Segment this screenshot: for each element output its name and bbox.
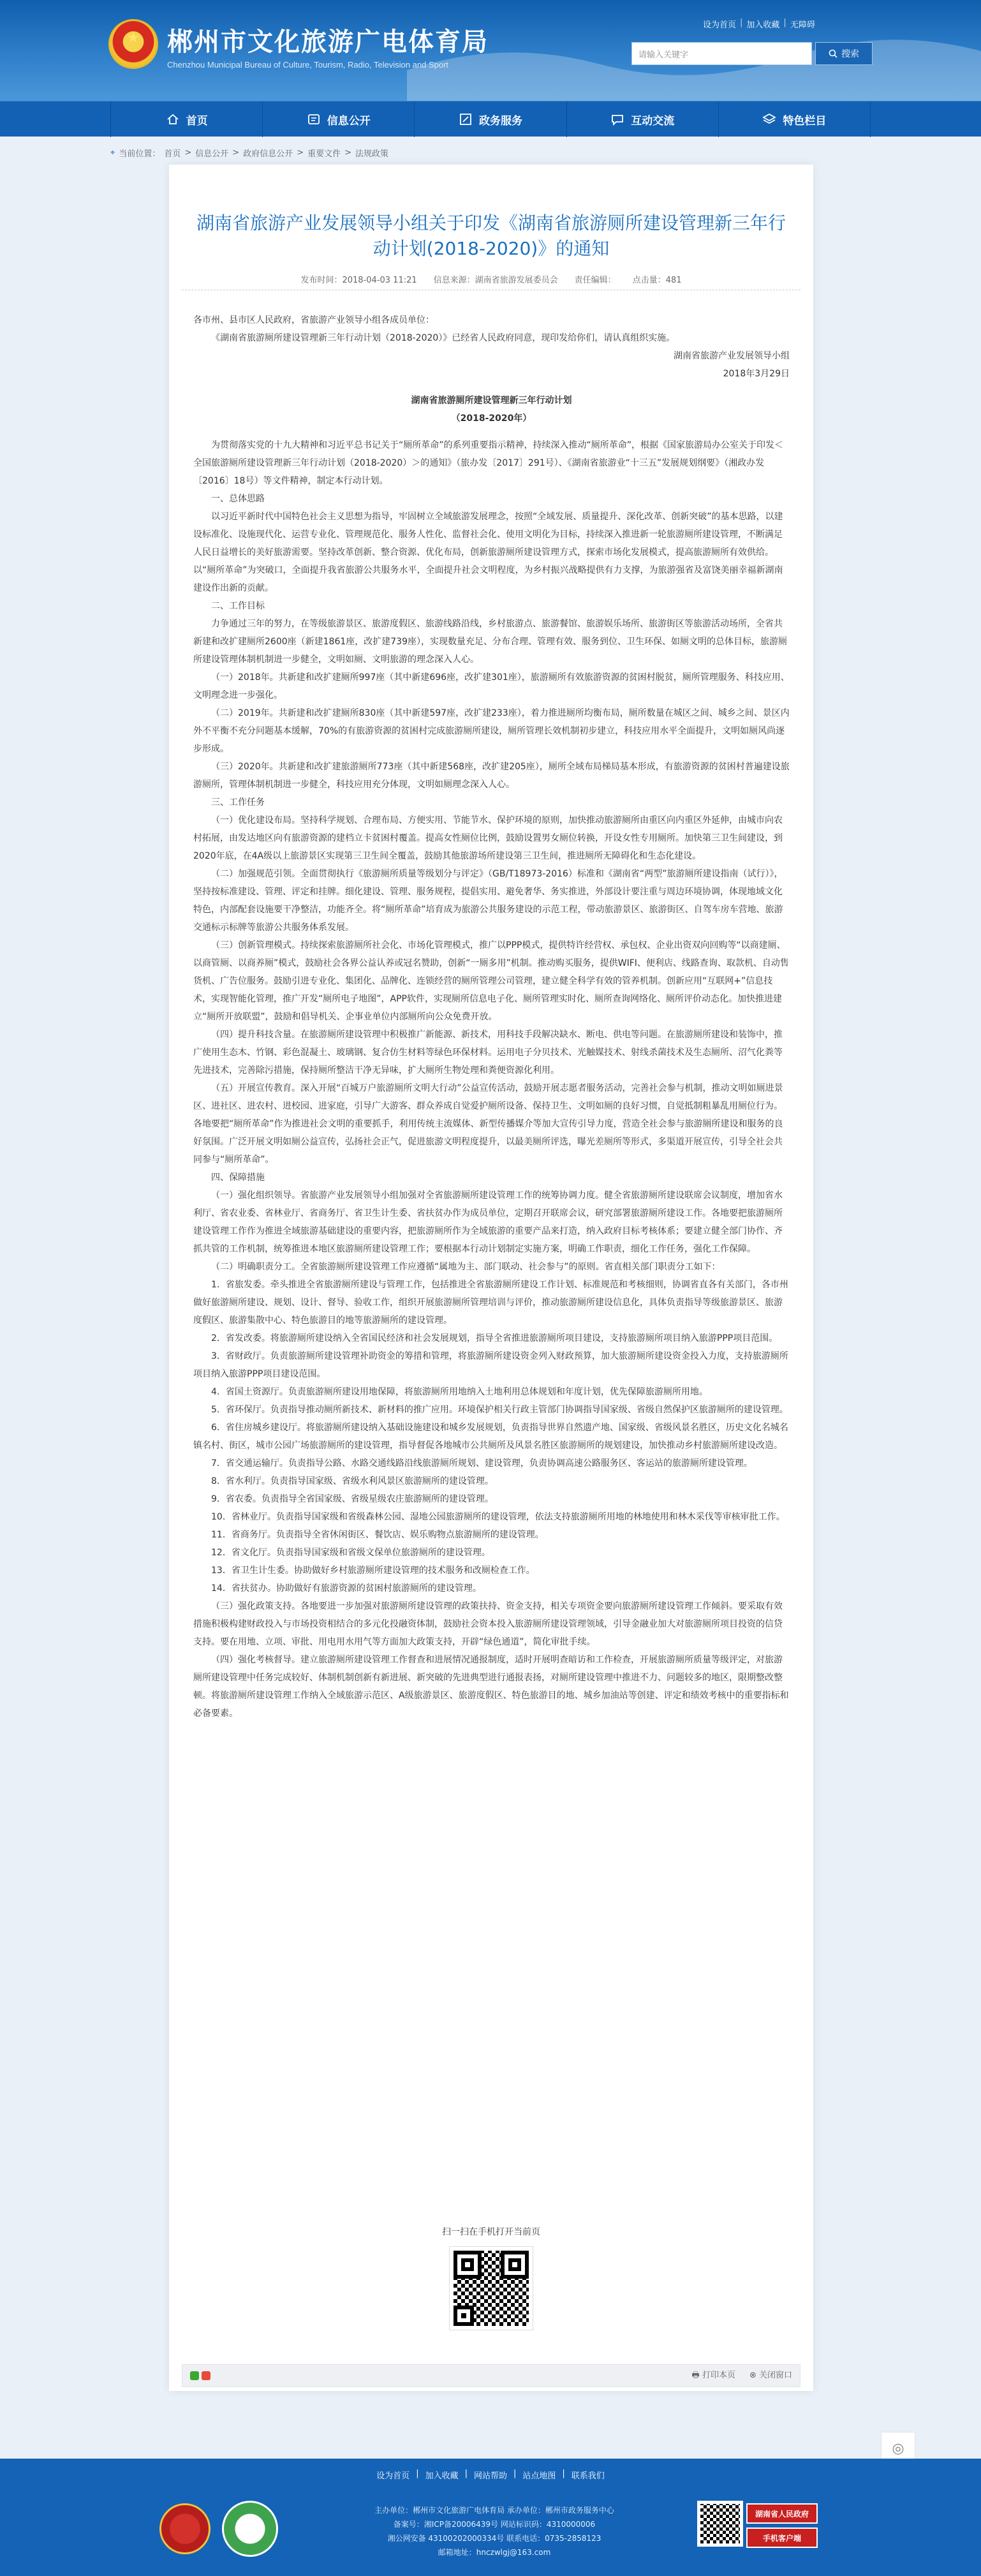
breadcrumb-item[interactable]: 首页 (164, 149, 181, 159)
nav-item-features[interactable] (719, 101, 871, 137)
article-paragraph: 3．省财政厅。负责旅游厕所建设管理补助资金的筹措和管理，将旅游厕所建设资金列入财政预算，加大旅游厕所建设资金投入力度，支持旅游厕所项目纳入旅游PPP项目建设范围。 (193, 1351, 788, 1379)
article-paragraph: （二）明确职责分工。全省旅游厕所建设管理工作应遵循“属地为主、部门联动、社会参与”的原则。省直相关部门职责分工如下： (211, 1262, 721, 1272)
layers-icon (762, 112, 776, 126)
footer-link[interactable]: 网站帮助 (473, 2471, 507, 2481)
site-title: 郴州市文化旅游广电体育局 (167, 27, 489, 57)
article-paragraph: 湖南省旅游厕所建设管理新三年行动计划 (411, 396, 572, 406)
view-count: 点击量：481 (632, 276, 682, 285)
publish-time: 发布时间：2018-04-03 11:21 (300, 276, 417, 285)
article-paragraph: 10．省林业厅。负责指导国家级和省级森林公园、湿地公园旅游厕所的建设管理，依法支持旅游厕所用地的林地使用和林木采伐等审核审批工作。 (211, 1512, 785, 1522)
article-paragraph: 一、总体思路 (211, 494, 265, 504)
article-paragraph: 三、工作任务 (211, 797, 265, 808)
article-paragraph: 各市州、县市区人民政府，省旅游产业领导小组各成员单位： (193, 315, 434, 325)
close-window-button[interactable]: ⊗ 关闭窗口 (749, 2371, 792, 2380)
wechat-share-icon[interactable] (190, 2371, 199, 2380)
home-icon (166, 112, 180, 126)
edit-icon (459, 112, 473, 126)
article-paragraph: 湖南省旅游产业发展领导小组 (674, 351, 790, 361)
editor: 责任编辑： (574, 276, 616, 285)
site-subtitle: Chenzhou Municipal Bureau of Culture, Tourism, Radio, Television and Sport (167, 60, 449, 70)
info-source: 信息来源：湖南省旅游发展委员会 (433, 276, 558, 285)
article-paragraph: 4．省国土资源厅。负责旅游厕所建设用地保障，将旅游厕所用地纳入土地利用总体规划和年度计划，优先保障旅游厕所用地。 (211, 1387, 708, 1397)
article-paragraph: 以习近平新时代中国特色社会主义思想为指导，牢固树立全域旅游发展理念，按照“全域发展、质量提升、深化改革、创新突破”的基本思路，以建设标准化、设施现代化、运营专业化、管理规范化、服务人性化、监督社会化、使用文明化为目标，持续深入推进新一轮旅游厕所建设管理，不断满足人民日益增长的美好旅游需要。坚持改革创新、整合资源、优化布局，创新旅游厕所建设管理方式，探索市场化发展模式，提高旅游厕所有效供给。以“厕所革命”为突破口，全面提升我省旅游公共服务水平，全面提升社会文明程度，为乡村振兴战略提供有力支撑，为旅游强省及富饶美丽幸福新湖南建设作出新的贡献。 (193, 512, 783, 593)
share-bar (182, 2364, 800, 2387)
qr-label: 扫一扫在手机打开当前页 (442, 2227, 540, 2237)
article-paragraph: 二、工作目标 (211, 601, 265, 611)
article-paragraph: （一）强化组织领导。省旅游产业发展领导小组加强对全省旅游厕所建设管理工作的统筹协调力度。健全省旅游厕所建设联席会议制度，增加省水利厅、省农业委、省林业厅、省商务厅、省卫生计生委、省扶贫办作为成员单位，定期召开联席会议，研究部署旅游厕所建设工作。各地要把旅游厕所建设管理工作作为推进全域旅游基础建设的重要内容，把旅游厕所作为全域旅游的重要产品来打造，纳入政府目标考核体系；要建立健全部门协作、齐抓共管的工作机制，统筹推进本地区旅游厕所建设管理工作；要根据本行动计划制定实施方案，明确工作职责，细化工作任务，强化工作保障。 (193, 1190, 783, 1254)
spacer (193, 427, 790, 436)
search-button-label: 搜索 (841, 49, 859, 59)
nav-item-label: 政务服务 (479, 114, 522, 128)
spacer (193, 383, 790, 392)
nav-item-interaction[interactable] (567, 101, 719, 137)
article-paragraph: 为贯彻落实党的十九大精神和习近平总书记关于“厕所革命”的系列重要指示精神，持续深入推动“厕所革命”，根据《国家旅游局办公室关于印发＜全国旅游厕所建设管理新三年行动计划（2018-2020）＞的通知》（旅办发〔2017〕291号）、《湖南省旅游业“十三五”发展规划纲要》（湘政办发〔2016〕18号）等文件精神，制定本行动计划。 (193, 440, 784, 486)
article-card (169, 165, 813, 2391)
chat-icon (610, 112, 624, 126)
article-paragraph: 2018年3月29日 (723, 369, 790, 379)
search-input[interactable]: 请输入关键字 (631, 42, 812, 65)
top-links: 设为首页 | 加入收藏 | 无障碍 (703, 18, 815, 30)
breadcrumb-item[interactable]: 政府信息公开 (243, 149, 293, 159)
weibo-icon[interactable]: ◎ (881, 2432, 915, 2465)
footer-link[interactable]: 站点地图 (522, 2471, 556, 2481)
share-icons (190, 2371, 210, 2380)
search-icon (829, 49, 837, 58)
article-paragraph: （三）创新管理模式。持续探索旅游厕所社会化、市场化管理模式，推广以PPP模式，提供特许经营权、承包权、企业出资双向回购等“以商建厕、以商管厕、以商养厕”模式，鼓励社会各界公益认养或冠名赞助，创新“一厕多用”机制。推动购买服务，提供WIFI、便利店、线路查询、取款机、自动售货机、广告位服务。鼓励引进专业化、集团化、品牌化、连锁经营的厕所管理公司管理，建立健全科学有效的管养机制。创新应用“互联网+”信息技术，实现智能化管理，推广开发“厕所电子地图”，APP软件，实现厕所信息电子化、厕所管理实时化、厕所查询网络化、厕所评价动态化。加快推进建立“厕所开放联盟”，鼓励和倡导机关、企事业单位内部厕所向公众免费开放。 (193, 940, 789, 1022)
article-paragraph: （五）开展宣传教育。深入开展“百城万户旅游厕所文明大行动”公益宣传活动，鼓励开展志愿者服务活动，完善社会参与机制，推动文明如厕进景区、进社区、进农村、进校园、进家庭，引导广大游客、群众养成自觉爱护厕所设备、保持卫生、文明如厕的良好习惯，自觉抵制粗暴乱用厕位行为。各地要把“厕所革命”作为推进社会文明的重要抓手，利用传统主流媒体、新型传播媒介等加大宣传引导力度，营造全社会参与旅游厕所建设和服务的良好氛围。广泛开展文明如厕公益宣传，弘扬社会正气，促进旅游文明程度提升，以最美厕所评选，曝光差厕所等形式，多渠道开展宣传，引导全社会共同参与“厕所革命”。 (193, 1083, 783, 1165)
article-paragraph: 11．省商务厅。负责指导全省休闲街区、餐饮店、娱乐购物点旅游厕所的建设管理。 (211, 1530, 544, 1540)
footer-info-line: 备案号：湘ICP备20006439号 网站标识码：4310000006 (393, 2520, 596, 2529)
search-button[interactable] (815, 42, 873, 65)
article-paragraph: （三）强化政策支持。各地要进一步加强对旅游厕所建设管理的政策扶持、资金支持，相关专项资金要向旅游厕所建设管理工作倾斜。要采取有效措施积极构建财政投入与市场投资相结合的多元化投融资体制，鼓励社会资本投入旅游厕所建设管理领域，引导金融业加大对旅游厕所项目投资的信贷支持。要在用地、立项、审批、用电用水用气等方面加大政策支持，开辟“绿色通道”，简化审批手续。 (193, 1601, 783, 1647)
breadcrumb-item[interactable]: 重要文件 (307, 149, 341, 159)
nav-item-label: 首页 (186, 114, 208, 128)
print-button[interactable]: 🖶 打印本页 (691, 2371, 735, 2380)
add-favorite-link[interactable]: 加入收藏 (746, 20, 780, 30)
article-paragraph: 2．省发改委。将旅游厕所建设纳入全省国民经济和社会发展规划，指导全省推进旅游厕所项目建设，支持旅游厕所项目纳入旅游PPP项目范围。 (211, 1333, 778, 1344)
site-footer (0, 2459, 981, 2576)
location-pin-icon: ⌖ (110, 147, 115, 158)
article-paragraph: 1．省旅发委。牵头推进全省旅游厕所建设与管理工作，包括推进全省旅游厕所建设工作计划、标准规范和考核细则，协调省直各有关部门，各市州做好旅游厕所建设、规划、设计、督导、验收工作，组织开展旅游厕所管理培训与评价，推动旅游厕所建设信息化，具体负责指导等级旅游景区、旅游度假区、旅游集散中心、特色旅游目的地等旅游厕所的建设管理。 (193, 1280, 788, 1326)
article-paragraph: 8．省水利厅。负责指导国家级、省级水利风景区旅游厕所的建设管理。 (211, 1476, 494, 1486)
national-emblem-icon: ★ (108, 19, 158, 69)
nav-item-label: 特色栏目 (783, 114, 827, 128)
article-paragraph: （一）优化建设布局。坚持科学规划、合理布局、方便实用、节能节水、保护环境的原则，加快推动旅游厕所由重区向内重区外延伸，由城市向农村拓展，由发达地区向有旅游资源的建档立卡贫困村覆盖。提高女性厕位比例，鼓励设置男女厕位转换，开设女性专用厕所。加快第三卫生间建设，到2020年底，在4A级以上旅游景区实现第三卫生间全覆盖，鼓励其他旅游场所建设第三卫生间，推进厕所无障碍化和生态化建设。 (193, 815, 783, 861)
article-paragraph: 四、保障措施 (211, 1173, 265, 1183)
article-paragraph: 14．省扶贫办。协助做好有旅游资源的贫困村旅游厕所的建设管理。 (211, 1583, 482, 1594)
article-paragraph: 《湖南省旅游厕所建设管理新三年行动计划（2018-2020）》已经省人民政府同意，现印发给你们，请认真组织实施。 (211, 333, 675, 343)
nav-item-services[interactable] (415, 101, 566, 137)
article-paragraph: （一）2018年。共新建和改扩建厕所997座（其中新建696座，改扩建301座），旅游厕所有效旅游资源的贫困村脱贫，厕所管理服务、科技应用、文明理念进一步强化。 (193, 672, 790, 700)
gov-site-error-badge-icon[interactable] (222, 2501, 278, 2557)
main-nav (0, 101, 981, 137)
footer-link[interactable]: 加入收藏 (425, 2471, 459, 2481)
article-paragraph: （2018-2020年） (451, 413, 532, 424)
weibo-share-icon[interactable] (202, 2371, 210, 2380)
article-body (193, 311, 790, 1722)
info-icon (307, 112, 321, 126)
qr-code-icon (450, 2247, 533, 2330)
hunan-gov-link[interactable]: 湖南省人民政府 (746, 2503, 818, 2524)
footer-link[interactable]: 设为首页 (376, 2471, 410, 2481)
article-paragraph: （三）2020年。共新建和改扩建旅游厕所773座（其中新建568座，改扩建205座），厕所全域布局梯局基本形成，有旅游资源的贫困村普遍建设旅游厕所，管理体制机制进一步健全，科技应用充分体现，文明如厕理念深入人心。 (193, 762, 790, 790)
nav-item-info[interactable] (263, 101, 415, 137)
article-paragraph: （四）提升科技含量。在旅游厕所建设管理中积极推广新能源、新技术，用科技手段解决缺水、断电、供电等问题。在旅游厕所建设和装饰中，推广使用生态木、竹钢、彩色混凝土、玻璃钢、复合仿生材料等绿色环保材料。运用电子分贝技术、光触媒技术、射线杀菌技术及生态厕所、沼气化粪等先进技术，完善除污措施，保持厕所整洁干净无异味，扩大厕所生物处理和粪便资源化利用。 (193, 1030, 783, 1076)
article-paragraph: 13．省卫生计生委。协助做好乡村旅游厕所建设管理的技术服务和改厕检查工作。 (211, 1566, 535, 1576)
footer-info (328, 2503, 660, 2559)
article-paragraph: 6．省住房城乡建设厅。将旅游厕所建设纳入基础设施建设和城乡发展规划，负责指导世界自然遗产地、国家级、省级风景名胜区，历史文化名城名镇名村、街区，城市公园广场旅游厕所的建设管理，指导督促各地城市公共厕所及风景名胜区旅游厕所的规划建设，加快推动乡村旅游厕所建设改造。 (193, 1423, 788, 1451)
nav-item-home[interactable] (110, 101, 263, 137)
article-paragraph: 12．省文化厅。负责指导国家级和省级文保单位旅游厕所的建设管理。 (211, 1548, 490, 1558)
nav-item-label: 互动交流 (631, 114, 675, 128)
set-homepage-link[interactable]: 设为首页 (703, 20, 737, 30)
footer-link[interactable]: 联系我们 (571, 2471, 605, 2481)
site-header (0, 0, 981, 101)
accessibility-link[interactable]: 无障碍 (790, 20, 815, 30)
article-paragraph: 5．省环保厅。负责指导推动厕所新技术、新材料的推广应用。环境保护相关行政主管部门协调指导国家级、省级自然保护区旅游厕所的建设管理。 (211, 1405, 788, 1415)
footer-links: 设为首页 | 加入收藏 | 网站帮助 | 站点地图 | 联系我们 (376, 2469, 605, 2481)
nav-item-label: 信息公开 (327, 114, 371, 128)
mobile-client-link[interactable]: 手机客户端 (746, 2528, 818, 2548)
footer-info-line: 湘公网安备 43100202000334号 联系电话：0735-2858123 (387, 2534, 601, 2543)
article-paragraph: （二）2019年。共新建和改扩建厕所830座（其中新建597座，改扩建233座），着力推进厕所均衡布局，厕所数量在城区之间、城乡之间、景区内外不平衡不充分问题基本缓解，70%的有旅游资源的贫困村完成旅游厕所建设，厕所管理长效机制初步建立，科技应用水平全面提升，文明如厕风尚逐步形成。 (193, 708, 790, 754)
article-paragraph: 9．省农委。负责指导全省国家级、省级星级农庄旅游厕所的建设管理。 (211, 1494, 494, 1504)
footer-info-line: 邮箱地址：hnczwlgj@163.com (438, 2548, 551, 2557)
breadcrumb: ⌖ 当前位置： 首页 > 信息公开 > 政府信息公开 > 重要文件 > 法规政策 (110, 147, 389, 159)
article-paragraph: 力争通过三年的努力，在等级旅游景区、旅游度假区、旅游线路沿线，乡村旅游点、旅游餐馆、旅游娱乐场所、旅游街区等旅游活动场所，全省共新建和改扩建厕所2600座（新建1861座，改扩建739座），实现数量充足、分布合理、管理有效、服务到位、卫生环保、如厕文明的总体目标，旅游厕所建设管理体制机制进一步健全，文明如厕、文明旅游的理念深入人心。 (193, 619, 787, 665)
article-title: 湖南省旅游产业发展领导小组关于印发《湖南省旅游厕所建设管理新三年行动计划(2018-2020)》的通知 (196, 212, 786, 259)
article-paragraph: 7．省交通运输厅。负责指导公路、水路交通线路沿线旅游厕所规划、建设管理，负责协调高速公路服务区、客运站的旅游厕所建设管理。 (211, 1458, 753, 1469)
breadcrumb-item[interactable]: 法规政策 (355, 149, 389, 159)
footer-qr-code-icon (697, 2501, 743, 2547)
qr-section (169, 2225, 813, 2330)
footer-info-line: 主办单位：郴州市文化旅游广电体育局 承办单位：郴州市政务服务中心 (374, 2506, 614, 2515)
breadcrumb-item[interactable]: 信息公开 (195, 149, 229, 159)
party-badge-icon[interactable] (159, 2503, 210, 2554)
article-paragraph: （二）加强规范引领。全面贯彻执行《旅游厕所质量等级划分与评定》（GB/T18973-2016）标准和《湖南省“两型”旅游厕所建设指南（试行）》，坚持按标准建设、管理、评定和挂牌。细化建设、管理、服务规程，提倡实用、避免奢华、务实推进，外部设计要注重与周边环境协调，体现地域文化特色，内部配套设施要干净整洁，功能齐全。将“厕所革命”培育成为旅游公共服务建设的示范工程，带动旅游景区、旅游街区、自驾车房车营地、旅游交通标示标牌等旅游公共服务体系发展。 (193, 869, 783, 933)
article-meta (169, 273, 813, 285)
article-paragraph: （四）强化考核督导。建立旅游厕所建设管理工作督查和进展情况通报制度，适时开展明查暗访和工作检查，开展旅游厕所质量等级评定，对旅游厕所建设管理中任务完成较好、体制机制创新有新进展、新突破的先进典型进行通报表扬，对厕所建设管理中推进不力、问题较多的地区，限期整改整顿。将旅游厕所建设管理工作纳入全域旅游示范区、A级旅游景区、旅游度假区、特色旅游目的地、城乡加油站等创建、评定和绩效考核中的重要指标和必备要素。 (193, 1655, 789, 1719)
breadcrumb-prefix: 当前位置： (119, 149, 161, 159)
